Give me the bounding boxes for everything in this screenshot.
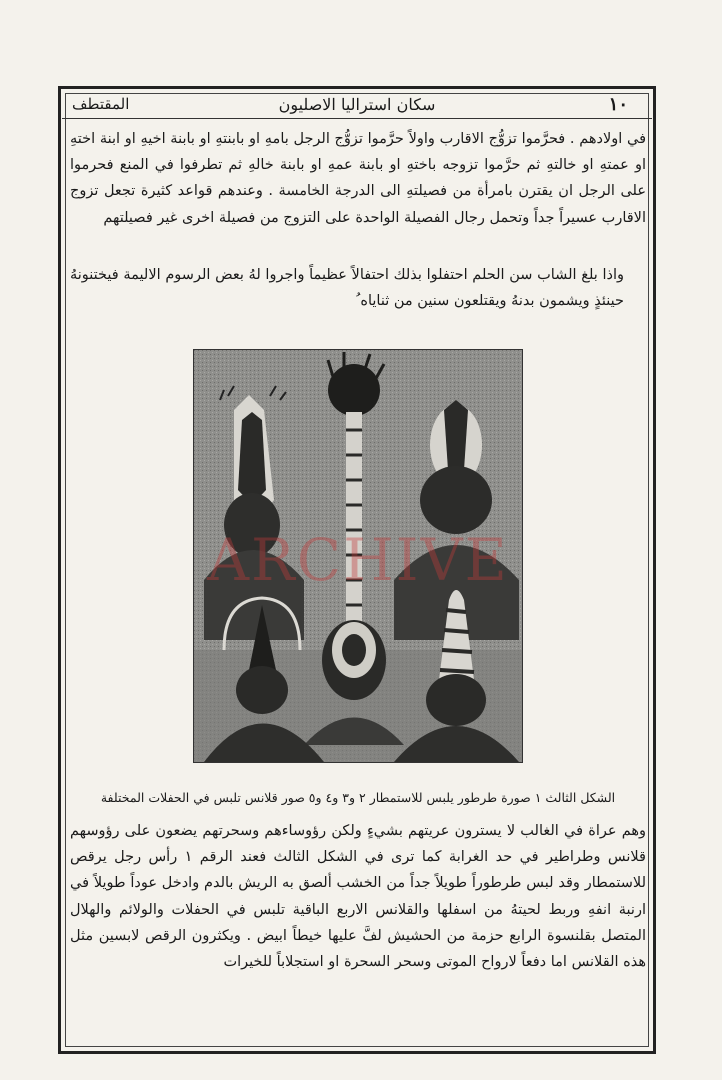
figure-headdresses-photo — [193, 349, 523, 763]
page-header — [62, 92, 652, 119]
paragraph-1: في اولادهم . فحرَّموا تزوُّج الاقارب واولاً حرَّموا تزوُّج الرجل بامهِ او بابنتهِ او بابنة اخيهِ او ابنة اختهِ او عمتهِ او خالتهِ ثم حرَّموا تزوجه باختهِ او بابنة عمهِ او بابنة خالهِ ثم تطرفوا في المنع فحرموا على الرجل ان يقترن بامرأة من فصيلتهِ الى الدرجة الخامسة . وعندهم قواعد كثيرة تجعل تزوج الاقارب عسيراً جداً وتحمل رجال الفصيلة الواحدة على التزوج من فصيلة اخرى غير فصيلتهم — [70, 131, 646, 226]
archive-watermark: ARCHIVE — [207, 526, 509, 594]
headdress-illustration — [194, 350, 522, 762]
journal-name: المقتطف — [72, 95, 130, 113]
article-title: سكان استراليا الاصليون — [278, 95, 436, 114]
paragraph-3: وهم عراة في الغالب لا يسترون عريتهم بشيءٍ ولكن رؤوساءهم وسحرتهم يضعون على رؤوسهم قلانس وطراطير في حد الغرابة كما ترى في الشكل الثالث فعند الرقم ١ رأس رجل يرقص للاستمطار وقد لبس طرطوراً طويلاً جداً من الخشب ألصق به الريش بالدم وادخل عوداً طويلاً في ارنبة انفهِ وربط لحيتهُ من اسفلها والقلانس الاربع الباقية تلبس في الحفلات والولائم والهلال المتصل بقلنسوة الرابع حزمة من الحشيش لفَّ عليها خيطاً ابيض . ويكثرون الرقص لابسين مثل هذه القلانس اما دفعاً لارواح الموتى وسحر السحرة او استجلاباً للخيرات — [70, 823, 646, 971]
figure-caption: الشكل الثالث ١ صورة طرطور يلبس للاستمطار ٢ و٣ و٤ و٥ صور قلانس تلبس في الحفلات المختلفة — [100, 790, 616, 805]
page-number: ١٠ — [608, 94, 628, 115]
paragraph-2: واذا بلغ الشاب سن الحلم احتفلوا بذلك احتفالاً عظيماً واجروا لهُ بعض الرسوم الاليمة فيختنونهُ حينئذٍ ويشمون بدنهُ ويقتلعون سنين من ثناياه ُ — [70, 267, 624, 310]
